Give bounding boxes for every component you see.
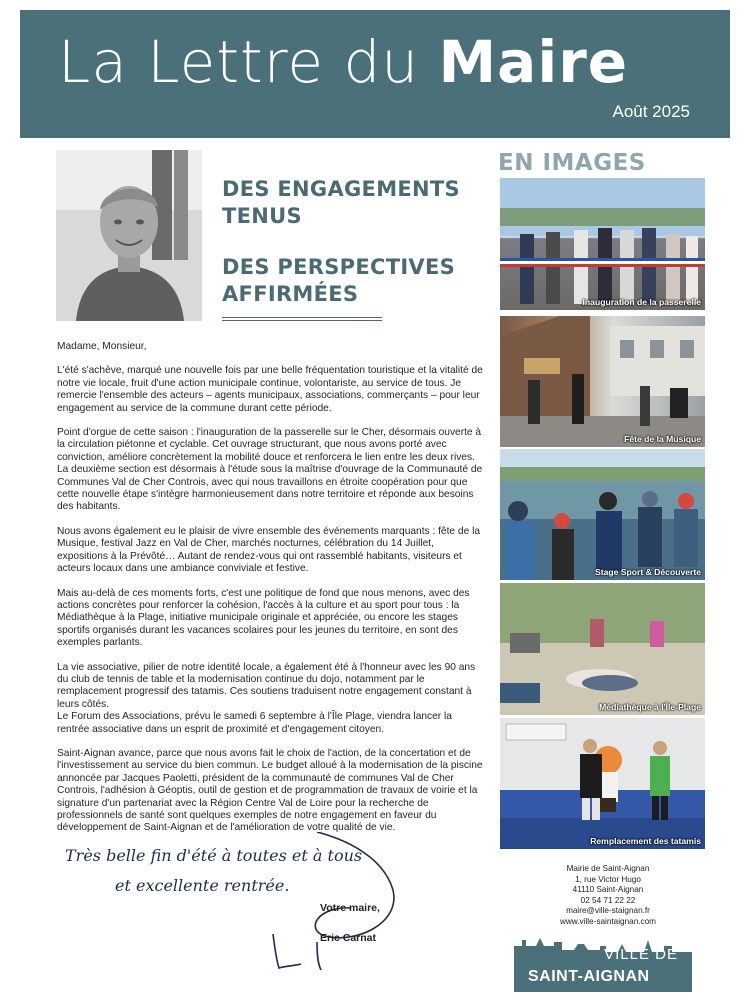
newsletter-title bbox=[58, 28, 628, 96]
letter-paragraph: L'été s'achève, marqué une nouvelle fois par une belle fréquentation touristique et la vitalité de notre vie locale, fruit d'une action municipale continue, volontariste, au service de tous. Je remercie l'ensemble des acteurs – agents municipaux, associations, commerçants – pour leur engagement au service de la commune durant cette période. bbox=[57, 365, 483, 414]
photo-inauguration bbox=[500, 178, 705, 310]
photo-scene bbox=[500, 449, 705, 580]
contact-email[interactable]: maire@ville-staignan.fr bbox=[566, 906, 650, 916]
mayor-portrait bbox=[56, 150, 202, 321]
headline-divider bbox=[222, 317, 382, 321]
handwritten-greeting-line1: Très belle fin d'été à toutes et à tous bbox=[65, 846, 363, 865]
letter-paragraph: Nous avons également eu le plaisir de vivre ensemble des événements marquants : fête de la Musique, festival Jazz en Val de Cher, marchés nocturnes, célébration du 14 Juillet, expositions à la Prévôté… Autant de rendez-vous qui ont rassemblé habitants, visiteurs et acteurs locaux dans une ambiance conviviale et festive. bbox=[57, 525, 481, 575]
photo-scene bbox=[500, 178, 705, 310]
signature-name: Eric Carnat bbox=[320, 932, 377, 944]
logo-ville-text: VILLE DE bbox=[604, 946, 678, 963]
photo-fete-musique bbox=[500, 316, 705, 447]
letter-paragraph: Le Forum des Associations, prévu le samedi 6 septembre à l'Île Plage, viendra lancer la rentrée associative dans un esprit de proximité et d'engagement citoyen. bbox=[57, 711, 452, 735]
title-bold: Maire bbox=[438, 28, 629, 96]
photo-caption: Médiathèque à l'Île-Plage bbox=[599, 702, 701, 712]
issue-date: Août 2025 bbox=[612, 102, 690, 121]
letter-paragraph: Point d'orgue de cette saison : l'inauguration de la passerelle sur le Cher, désormais ouverte à la circulation piétonne et cyclable. Cet ouvrage structurant, que nous avons porté avec conviction, améliore concrètement la mobilité douce et renforcera le lien entre les deux rives. La deuxième section est désormais à l'étude sous la maîtrise d'ouvrage de la Communauté de Communes Val de Cher Controis, avec qui nous travaillons en étroite coopération pour que cette nouvelle étape s'intègre harmonieusement dans notre territoire et réponde aux besoins des habitants. bbox=[57, 427, 483, 513]
contact-website[interactable]: www.ville-saintaignan.com bbox=[559, 916, 656, 926]
letter-body bbox=[57, 341, 483, 847]
photo-mediatheque bbox=[500, 583, 705, 715]
headline-line: DES PERSPECTIVES bbox=[222, 255, 456, 279]
photo-scene bbox=[500, 718, 705, 849]
letter-paragraph: Saint-Aignan avance, parce que nous avons fait le choix de l'action, de la concertation et de l'investissement au service du bien commun. Le budget alloué à la modernisation de la piscine annoncée par Jacques Paoletti, président de la communauté de communes Val de Cher Controis, l'adhésion à Géoptis, outil de gestion et de programmation de travaux de voirie et la signature d'un partenariat avec la Région Centre Val de Loire pour la recherche de professionnels de santé sont quelques exemples de notre engagement en faveur du développement de Saint-Aignan et de l'amélioration de votre qualité de vie. bbox=[57, 747, 483, 834]
photo-stage-sport bbox=[500, 449, 705, 580]
letter-paragraph: La vie associative, pilier de notre identité locale, a également été à l'honneur avec les 90 ans du club de tennis de table et la modernisation continue du dojo, notamment par le remplacement progressif des tatamis. Ces soutiens traduisent notre engagement constant à leurs côtés. bbox=[57, 661, 476, 710]
contact-block bbox=[548, 864, 668, 928]
gallery-title: EN IMAGES bbox=[498, 150, 646, 176]
headline-line: TENUS bbox=[222, 204, 302, 228]
photo-scene bbox=[500, 316, 705, 447]
photo-caption: Stage Sport & Découverte bbox=[594, 567, 701, 577]
title-light: La Lettre du bbox=[58, 28, 439, 96]
photo-caption: Inauguration de la passerelle bbox=[582, 297, 701, 307]
letter-paragraph: Mais au-delà de ces moments forts, c'est une politique de fond que nous menons, avec des actions concrètes pour renforcer la cohésion, l'accès à la culture et au sport pour tous : la Médiathèque à la Plage, initiative municipale originale et appréciée, ou encore les stages sportifs organisés durant les vacances scolaires pour les jeunes du territoire, en sont des exemples parlants. bbox=[57, 587, 470, 649]
contact-phone: 02 54 71 22 22 bbox=[580, 895, 636, 905]
photo-tatamis bbox=[500, 718, 705, 849]
headline-perspectives bbox=[222, 254, 455, 308]
signature-block bbox=[55, 832, 495, 982]
headline-engagements bbox=[222, 176, 460, 230]
contact-line: 41110 Saint-Aignan bbox=[572, 885, 644, 895]
portrait-image bbox=[56, 150, 202, 321]
contact-line: Mairie de Saint-Aignan bbox=[566, 864, 650, 873]
mayor-signature bbox=[55, 832, 495, 982]
logo-town-name: SAINT-AIGNAN bbox=[528, 968, 650, 985]
salutation: Madame, Monsieur, bbox=[57, 341, 147, 352]
handwritten-greeting-line2: et excellente rentrée. bbox=[115, 876, 290, 895]
town-logo bbox=[514, 932, 692, 992]
photo-caption: Remplacement des tatamis bbox=[590, 836, 701, 846]
header-banner bbox=[20, 10, 730, 138]
signature-title: Votre maire, bbox=[320, 902, 380, 914]
headline-line: AFFIRMÉES bbox=[222, 282, 359, 306]
contact-line: 1, rue Victor Hugo bbox=[575, 874, 641, 884]
headline-line: DES ENGAGEMENTS bbox=[222, 177, 460, 201]
photo-caption: Fête de la Musique bbox=[624, 434, 701, 444]
photo-scene bbox=[500, 583, 705, 715]
